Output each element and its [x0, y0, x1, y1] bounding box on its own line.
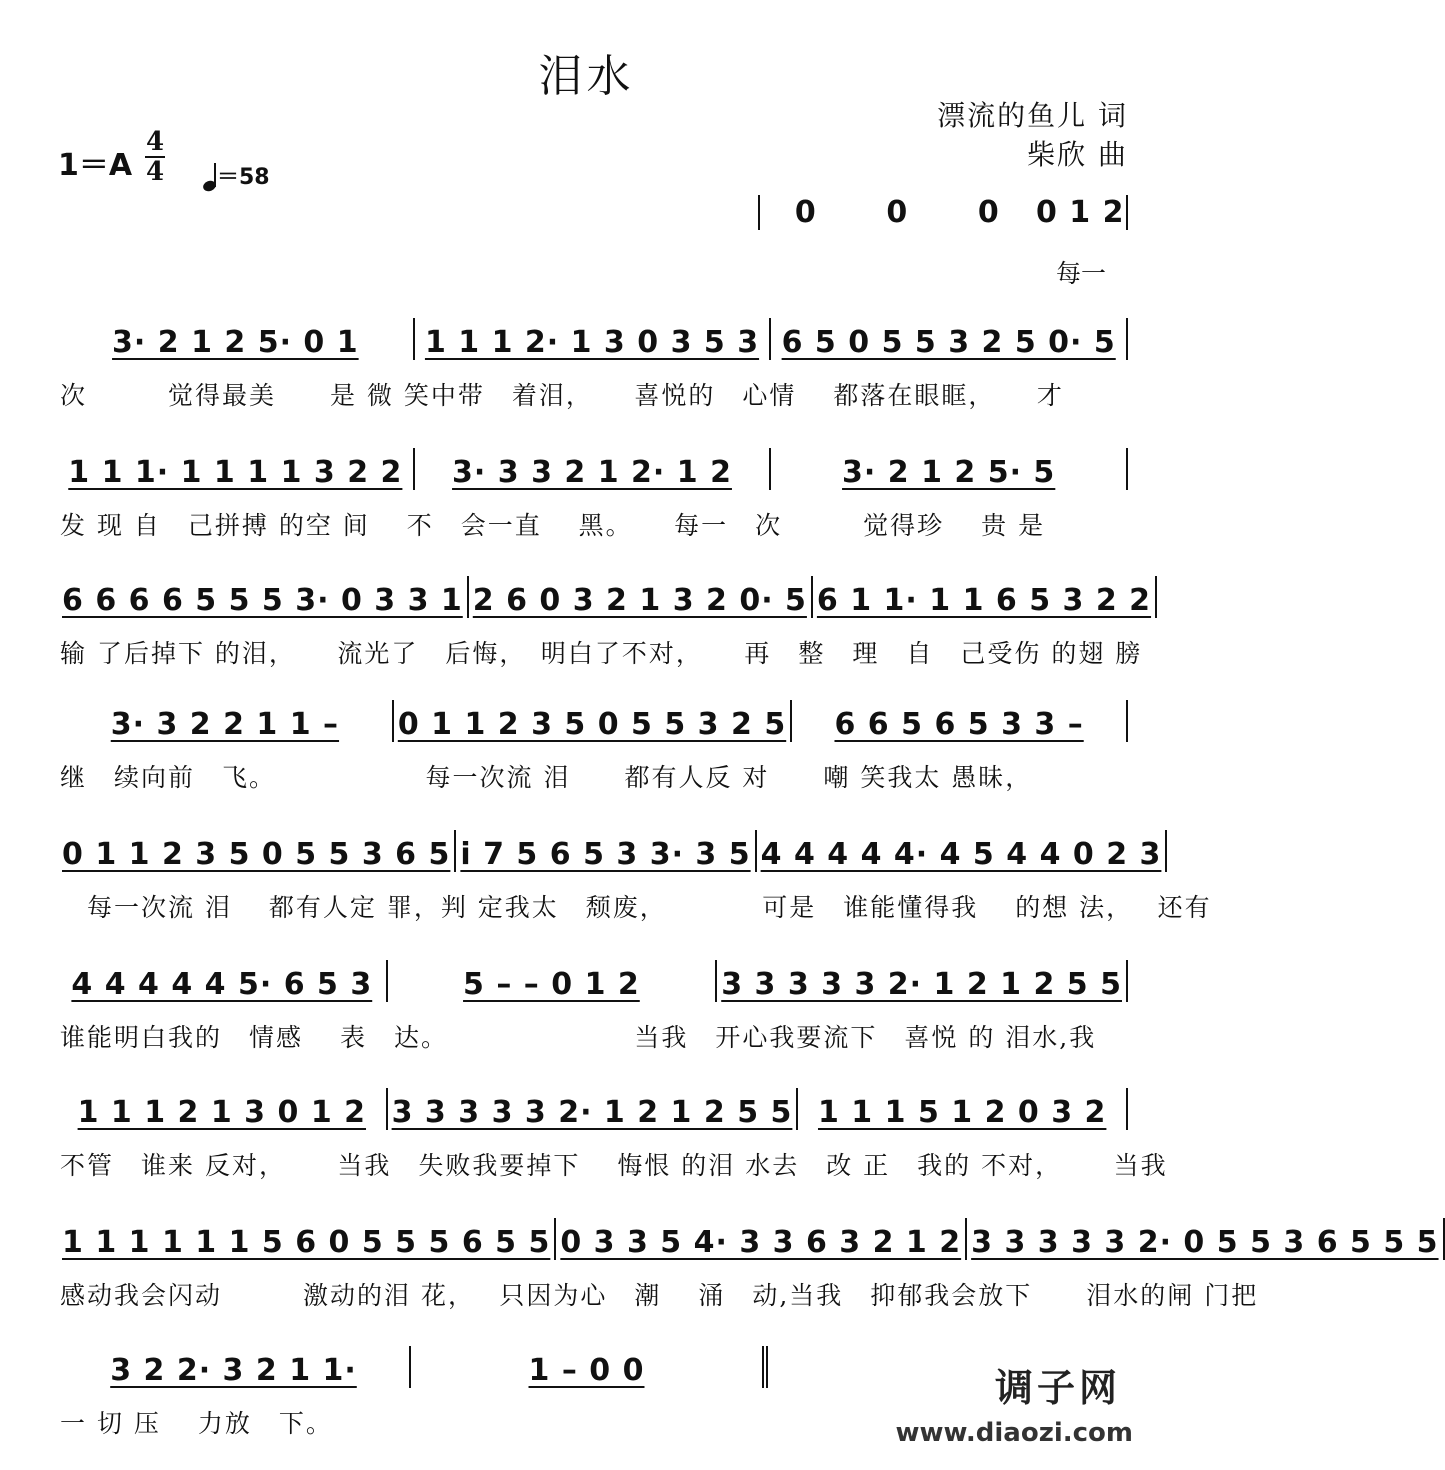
intro-note: 0 — [977, 195, 1000, 230]
measure — [415, 448, 772, 490]
measure — [394, 700, 792, 742]
measure — [469, 576, 813, 618]
watermark-url: www.diaozi.com — [895, 1418, 1133, 1448]
notation-line — [58, 1088, 1128, 1130]
measure-notes: 4 4 4 4 4· 4 5 4 4 0 2 3 — [760, 837, 1162, 872]
composer-credit: 柴欣 曲 — [1027, 138, 1128, 171]
measure-notes: 1 1 1 1 1 1 5 6 0 5 5 5 6 5 5 — [62, 1225, 551, 1260]
notation-line — [58, 700, 1128, 742]
measure-notes: 3 3 3 3 3 2· 1 2 1 2 5 5 — [391, 1095, 793, 1130]
measure-notes: 3 3 3 3 3 2· 0 5 5 3 6 5 5 5 — [971, 1225, 1439, 1260]
measure — [388, 1088, 799, 1130]
lyric-line: 每一次流 泪 都有人定 罪，判 定我太 颓废， 可是 谁能懂得我 的想 法， 还有 — [60, 893, 1212, 922]
measure-notes: 6 1 1· 1 1 6 5 3 2 2 — [816, 583, 1152, 618]
measure — [58, 700, 394, 742]
measure — [388, 960, 718, 1002]
lyric-line: 次 觉得最美 是 微 笑中带 着泪， 喜悦的 心情 都落在眼眶， 才 — [60, 381, 1064, 410]
measure — [967, 1218, 1444, 1260]
measure-notes: i 7 5 6 5 3 3· 3 5 — [460, 837, 751, 872]
measure-notes: 6 5 0 5 5 3 2 5 0· 5 — [781, 325, 1116, 360]
measure — [717, 960, 1128, 1002]
notation-line — [58, 576, 1152, 618]
measure-notes: 3· 2 1 2 5· 0 1 — [112, 325, 359, 360]
lyricist-credit: 漂流的鱼儿 词 — [937, 99, 1128, 132]
lyric-line: 一 切 压 力放 下。 — [60, 1409, 333, 1438]
measure-notes: 1 1 1· 1 1 1 1 3 2 2 — [68, 455, 403, 490]
measure — [58, 1218, 556, 1260]
measure — [58, 1346, 411, 1388]
measure-notes: 3· 3 3 2 1 2· 1 2 — [452, 455, 732, 490]
lyric-line: 发 现 自 己拼搏 的空 间 不 会一直 黑。 每一 次 觉得珍 贵 是 — [60, 511, 1046, 540]
measure — [58, 318, 415, 360]
meter-bottom: 4 — [145, 157, 165, 187]
intro-note: 0 — [758, 195, 852, 230]
measure — [456, 830, 756, 872]
measure-notes: 4 4 4 4 4 5· 6 5 3 — [71, 967, 373, 1002]
tempo-marking: ＝58 — [203, 160, 270, 191]
measure-notes: 2 6 0 3 2 1 3 2 0· 5 — [472, 583, 807, 618]
measure — [792, 700, 1128, 742]
measure — [813, 576, 1157, 618]
intro-note: 0 — [886, 195, 909, 230]
measure — [58, 448, 415, 490]
measure — [771, 318, 1128, 360]
lyric-line: 继 续向前 飞。 每一次流 泪 都有人反 对 嘲 笑我太 愚昧， — [60, 763, 1033, 792]
lyric-line: 谁能明白我的 情感 表 达。 当我 开心我要流下 喜悦 的 泪水,我 — [60, 1023, 1097, 1052]
measure — [415, 318, 772, 360]
notation-line — [58, 1346, 768, 1388]
notation-line — [58, 1218, 1439, 1260]
lyric-line: 不管 谁来 反对， 当我 失败我要掉下 悔恨 的泪 水去 改 正 我的 不对， 当我 — [60, 1151, 1168, 1180]
notation-line — [58, 830, 1162, 872]
measure-notes: 3· 3 2 2 1 1 – — [110, 707, 340, 742]
quarter-note-icon — [203, 163, 217, 191]
measure — [58, 1088, 388, 1130]
song-title: 泪水 — [538, 51, 635, 102]
intro-lyric: 每一 — [1056, 259, 1107, 288]
lyric-line: 感动我会闪动 激动的泪 花， 只因为心 潮 涌 动,当我 抑郁我会放下 泪水的闸 门把 — [60, 1281, 1259, 1310]
measure — [58, 830, 456, 872]
measure-notes: 5 – – 0 1 2 — [463, 967, 640, 1002]
measure-notes: 6 6 5 6 5 3 3 – — [834, 707, 1084, 742]
measure — [411, 1346, 768, 1388]
time-signature — [144, 128, 166, 186]
watermark-brand: 调子网 — [994, 1366, 1121, 1410]
key-signature: 1＝A — [58, 148, 133, 183]
measure-notes: 3 2 2· 3 2 1 1· — [110, 1353, 357, 1388]
intro-measures — [758, 188, 1128, 230]
measure-notes: 1 1 1 5 1 2 0 3 2 — [817, 1095, 1107, 1130]
measure — [771, 448, 1128, 490]
measure — [58, 960, 388, 1002]
measure-notes: 1 – 0 0 — [528, 1353, 645, 1388]
intro-note: 0 1 2 — [1035, 195, 1129, 230]
lyric-line: 输 了后掉下 的泪， 流光了 后悔， 明白了不对， 再 整 理 自 己受伤 的翅 膀 — [60, 639, 1143, 668]
measure — [58, 576, 469, 618]
meter-top: 4 — [145, 127, 165, 157]
notation-line — [58, 448, 1128, 490]
measure-notes: 0 1 1 2 3 5 0 5 5 3 2 5 — [397, 707, 787, 742]
measure-notes: 6 6 6 6 5 5 5 3· 0 3 3 1 — [62, 583, 463, 618]
measure-notes: 1 1 1 2· 1 3 0 3 5 3 — [424, 325, 760, 360]
notation-line — [58, 318, 1128, 360]
measure-notes: 0 3 3 5 4· 3 3 6 3 2 1 2 — [560, 1225, 962, 1260]
measure-notes: 3· 2 1 2 5· 5 — [842, 455, 1056, 490]
measure — [757, 830, 1168, 872]
notation-line — [58, 960, 1128, 1002]
measure-notes: 3 3 3 3 3 2· 1 2 1 2 5 5 — [721, 967, 1122, 1002]
measure — [556, 1218, 967, 1260]
measure-notes: 1 1 1 2 1 3 0 1 2 — [77, 1095, 367, 1130]
measure — [798, 1088, 1128, 1130]
measure-notes: 0 1 1 2 3 5 0 5 5 3 6 5 — [62, 837, 451, 872]
